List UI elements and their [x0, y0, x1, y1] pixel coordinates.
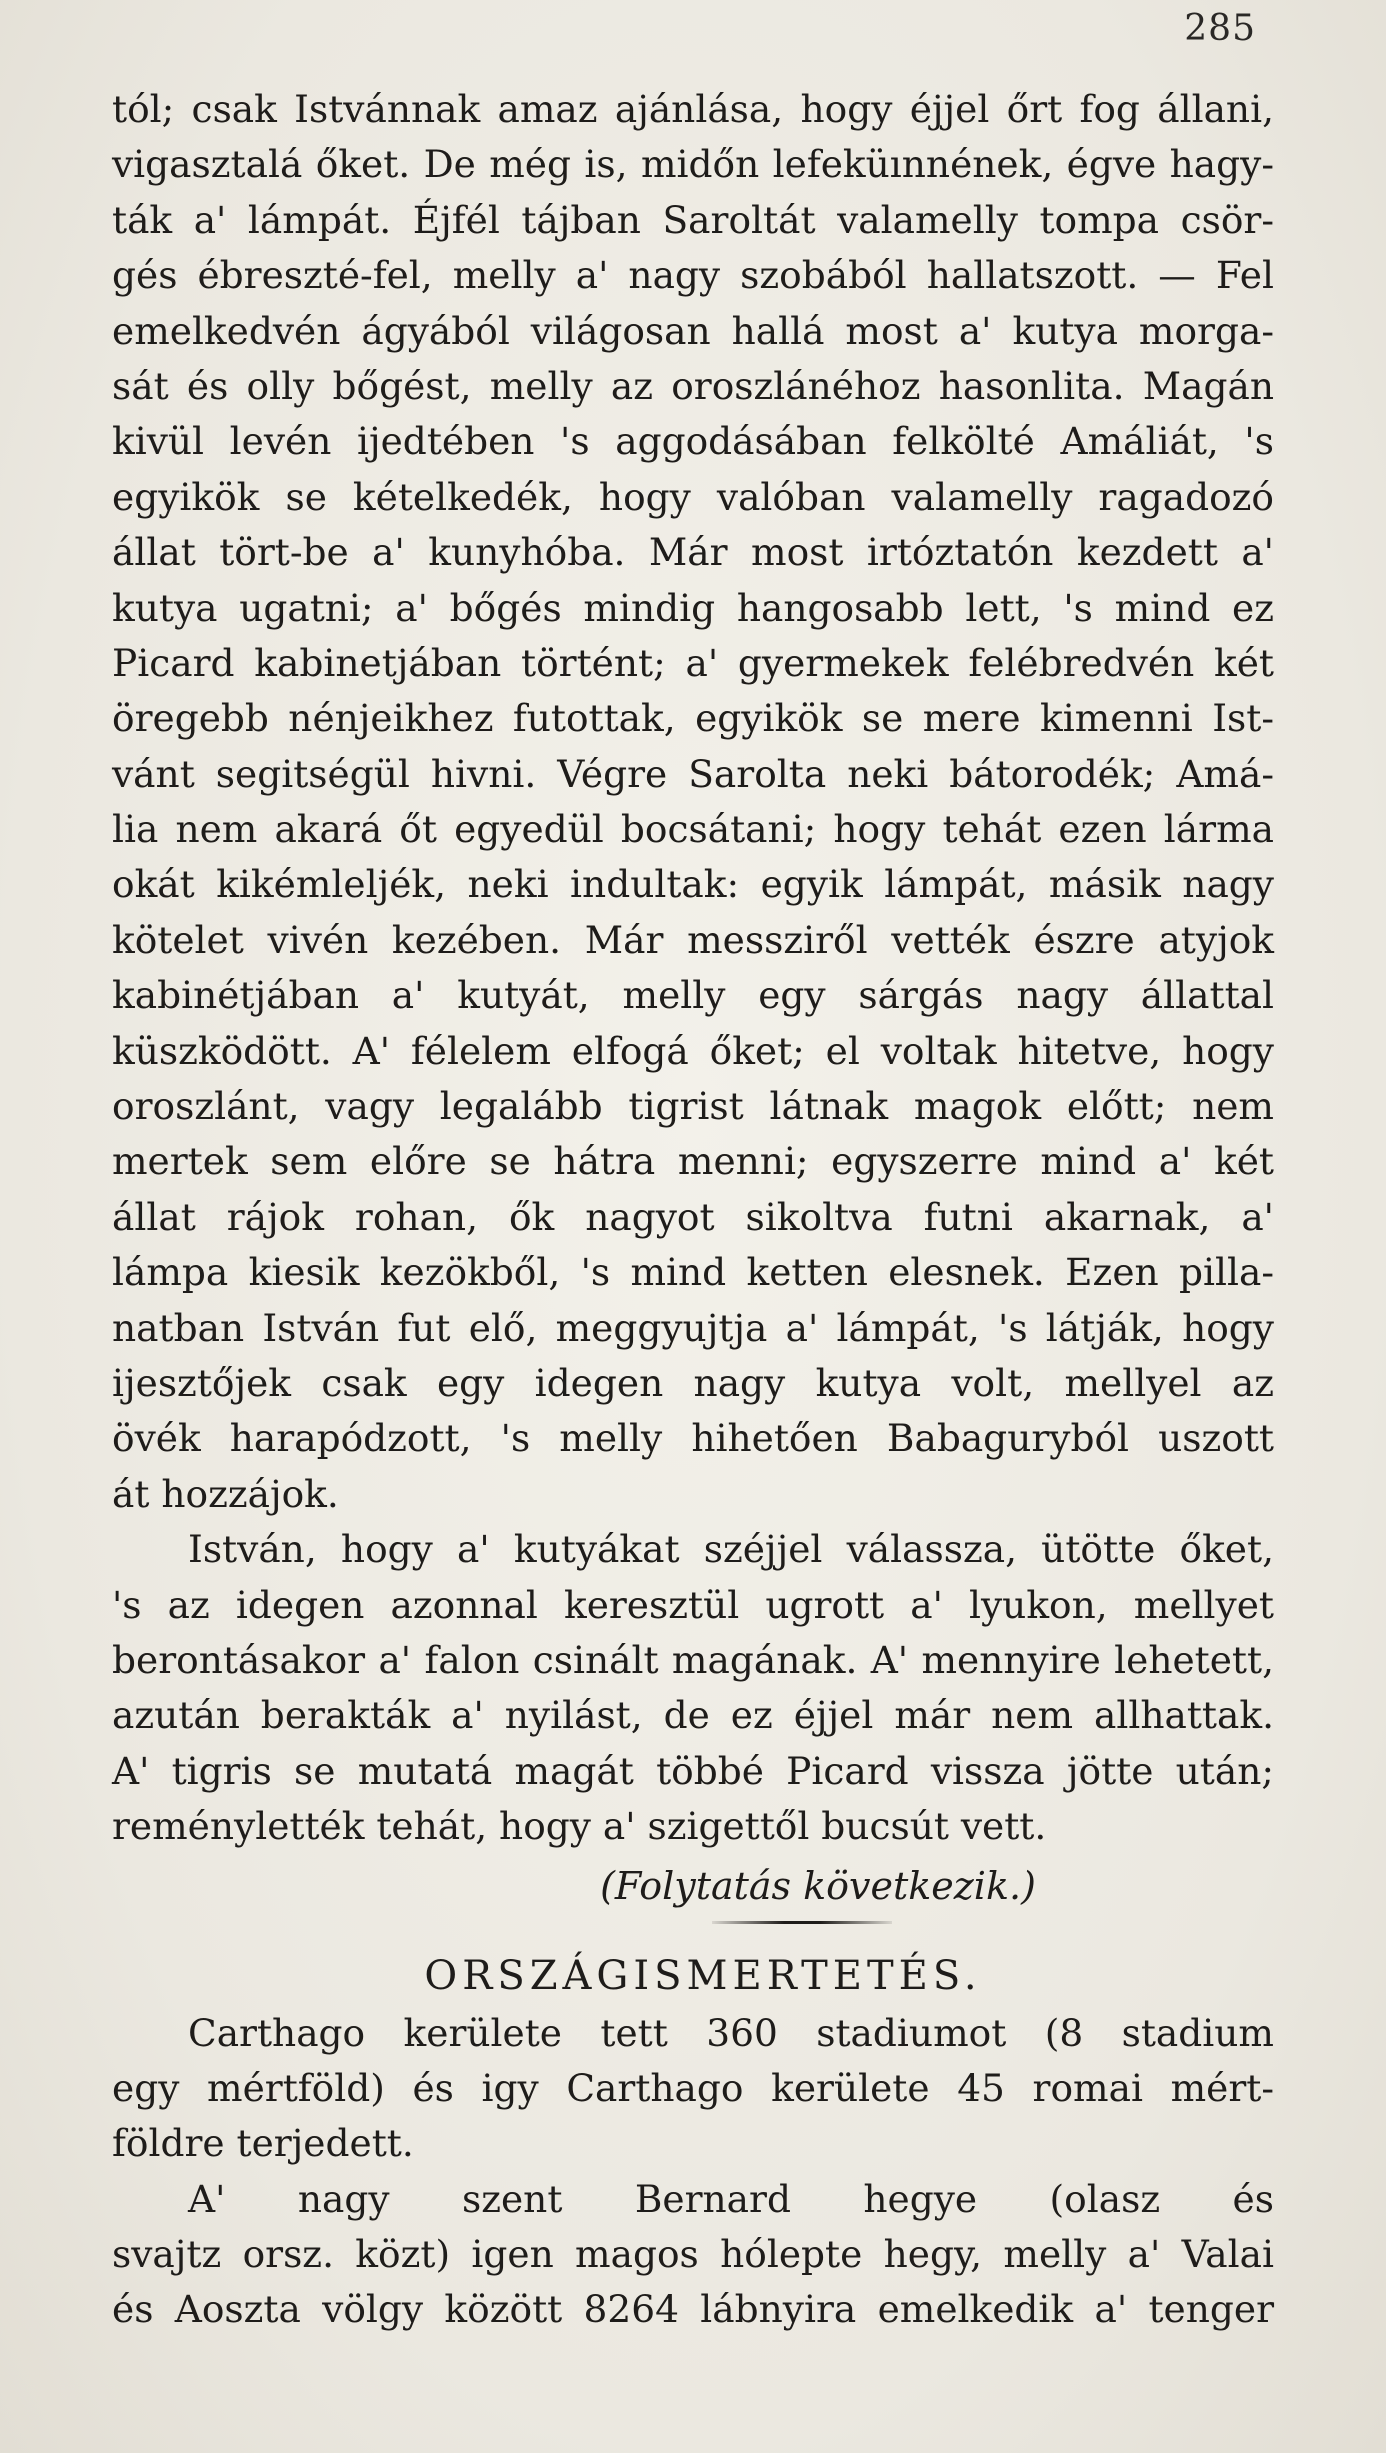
text-line: lámpa kiesik kezökből, 's mind ketten elesnek. Ezen pilla-	[112, 1250, 1274, 1295]
text-line: kötelet vivén kezében. Már messziről vették észre atyjok	[112, 917, 1274, 962]
text-line: reménylették tehát, hogy a' szigettől bucsút vett.	[112, 1804, 1047, 1849]
text-line: vánt segitségül hivni. Végre Sarolta neki bátorodék; Amá-	[112, 751, 1274, 796]
text-line: állat rájok rohan, ők nagyot sikoltva futni akarnak, a'	[112, 1194, 1274, 1239]
text-line: vigasztalá őket. De még is, midőn lefeküınnének, égve hagy-	[112, 142, 1274, 187]
text-line: 's az idegen azonnal keresztül ugrott a' lyukon, mellyet	[112, 1582, 1274, 1627]
text-line: azután berakták a' nyilást, de ez éjjel már nem allhattak.	[112, 1693, 1274, 1738]
text-line: István, hogy a' kutyákat széjjel válassza, ütötte őket,	[188, 1527, 1274, 1572]
text-line: sát és olly bőgést, melly az oroszlánéhoz hasonlita. Magán	[112, 363, 1274, 408]
text-line: mertek sem előre se hátra menni; egyszerre mind a' két	[112, 1139, 1274, 1184]
text-line: okát kikémleljék, neki indultak: egyik lámpát, másik nagy	[112, 862, 1274, 907]
text-line: küszködött. A' félelem elfogá őket; el voltak hitetve, hogy	[112, 1028, 1274, 1073]
paragraph-carthago	[112, 2006, 1274, 2172]
text-line: ijesztőjek csak egy idegen nagy kutya volt, mellyel az	[112, 1360, 1274, 1405]
text-line: ták a' lámpát. Éjfél tájban Saroltát valamelly tompa csör-	[112, 197, 1274, 242]
text-line: gés ébreszté-fel, melly a' nagy szobából hallatszott. — Fel	[112, 253, 1274, 298]
text-line: berontásakor a' falon csinált magának. A' mennyire lehetett,	[112, 1637, 1274, 1682]
paragraph-story-1	[112, 82, 1274, 1522]
text-line: Picard kabinetjában történt; a' gyermekek felébredvén két	[112, 640, 1274, 685]
text-line: oroszlánt, vagy legalább tigrist látnak magok előtt; nem	[112, 1084, 1274, 1129]
text-line: svajtz orsz. közt) igen magos hólepte hegy, melly a' Valai	[112, 2232, 1274, 2277]
text-line: kivül levén ijedtében 's aggodásában felkölté Amáliát, 's	[112, 419, 1274, 464]
text-line: tól; csak Istvánnak amaz ajánlása, hogy éjjel őrt fog állani,	[112, 87, 1274, 131]
page-number: 285	[1184, 8, 1256, 49]
text-line: és Aoszta völgy között 8264 lábnyira emelkedik a' tenger	[112, 2287, 1274, 2332]
text-line: lia nem akará őt egyedül bocsátani; hogy tehát ezen lárma	[112, 807, 1274, 852]
text-line: kabinétjában a' kutyát, melly egy sárgás nagy állattal	[112, 973, 1274, 1018]
text-line: A' nagy szent Bernard hegye (olasz és	[188, 2176, 1274, 2221]
text-line: egy mértföld) és igy Carthago kerülete 45 romai mért-	[112, 2065, 1274, 2110]
separator-rule	[712, 1921, 892, 1924]
text-line: A' tigris se mutatá magát többé Picard vissza jötte után;	[112, 1748, 1274, 1793]
text-line: Carthago kerülete tett 360 stadiumot (8 stadium	[188, 2010, 1274, 2055]
text-line: öregebb nénjeikhez futottak, egyikök se mere kimenni Ist-	[112, 696, 1274, 741]
page-body	[112, 82, 1274, 2338]
text-line: emelkedvén ágyából világosan hallá most a' kutya morga-	[112, 308, 1274, 353]
section-heading: ORSZÁGISMERTETÉS.	[424, 1952, 982, 1999]
text-line: egyikök se kételkedék, hogy valóban valamelly ragadozó	[112, 474, 1274, 519]
continued-note: (Folytatás következik.)	[600, 1863, 1036, 1908]
paragraph-story-2	[112, 1522, 1274, 1854]
text-line: natban István fut elő, meggyujtja a' lámpát, 's látják, hogy	[112, 1305, 1274, 1350]
text-line: földre terjedett.	[112, 2121, 414, 2166]
paragraph-bernard	[112, 2172, 1274, 2338]
text-line: át hozzájok.	[112, 1471, 339, 1516]
text-line: övék harapódzott, 's melly hihetően Babaguryból uszott	[112, 1416, 1274, 1461]
text-line: állat tört-be a' kunyhóba. Már most irtóztatón kezdett a'	[112, 530, 1274, 575]
text-line: kutya ugatni; a' bőgés mindig hangosabb lett, 's mind ez	[112, 585, 1274, 630]
